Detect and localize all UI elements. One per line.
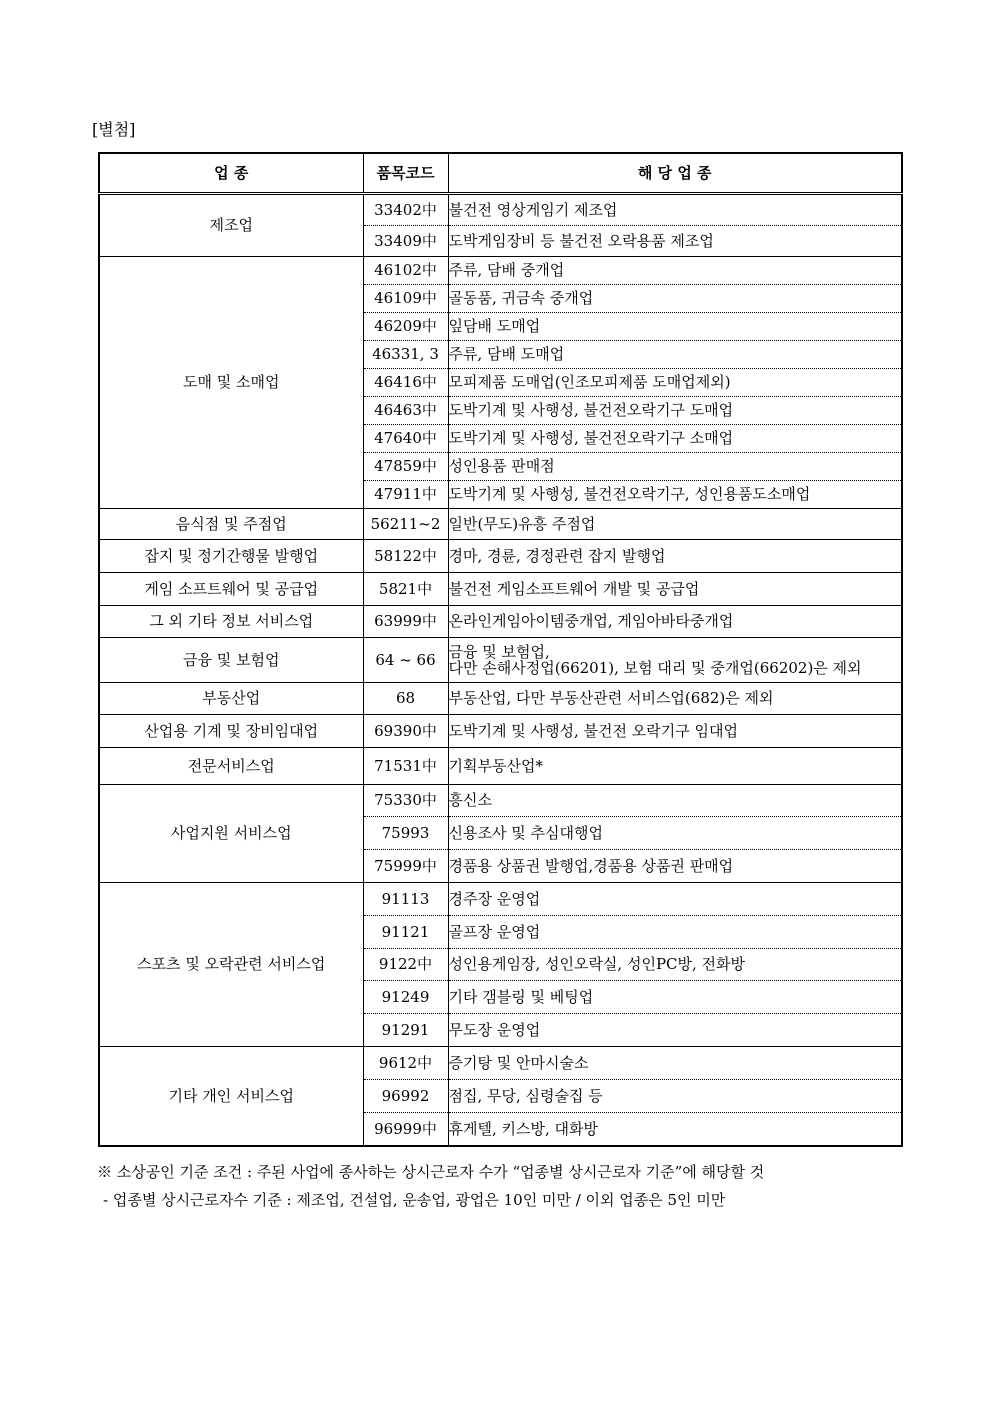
description-cell: 골동품, 귀금속 중개업 [448, 285, 902, 313]
table-row [99, 638, 902, 683]
item-code-cell: 46109中 [363, 285, 448, 313]
item-code-cell: 46102中 [363, 257, 448, 285]
item-code-cell: 9122中 [363, 949, 448, 981]
item-code-cell: 56211~2 [363, 509, 448, 540]
table-row [99, 573, 902, 606]
description-cell: 잎담배 도매업 [448, 313, 902, 341]
table-row [99, 683, 902, 715]
item-code-cell: 71531中 [363, 748, 448, 785]
description-cell: 휴게텔, 키스방, 대화방 [448, 1113, 902, 1146]
item-code-cell: 63999中 [363, 606, 448, 638]
attachment-label: [별첨] [92, 120, 136, 139]
category-cell: 그 외 기타 정보 서비스업 [99, 606, 363, 638]
description-cell: 경품용 상품권 발행업,경품용 상품권 판매업 [448, 850, 902, 883]
item-code-cell: 46331, 3 [363, 341, 448, 369]
item-code-cell: 47911中 [363, 481, 448, 509]
category-cell: 금융 및 보험업 [99, 638, 363, 683]
description-line: 다만 손해사정업(66201), 보험 대리 및 중개업(66202)은 제외 [448, 659, 862, 677]
item-code-cell: 58122中 [363, 540, 448, 573]
table-row [99, 883, 902, 916]
description-cell [448, 638, 902, 683]
category-cell: 제조업 [99, 194, 363, 257]
description-cell: 도박기계 및 사행성, 불건전오락기구 소매업 [448, 425, 902, 453]
table-row [99, 1047, 902, 1080]
table-row [99, 748, 902, 785]
category-cell: 부동산업 [99, 683, 363, 715]
description-cell: 점집, 무당, 심령술집 등 [448, 1080, 902, 1113]
description-cell: 증기탕 및 안마시술소 [448, 1047, 902, 1080]
category-cell: 음식점 및 주점업 [99, 509, 363, 540]
description-cell: 도박게임장비 등 불건전 오락용품 제조업 [448, 226, 902, 257]
item-code-cell: 96999中 [363, 1113, 448, 1146]
table-row [99, 509, 902, 540]
header-applicable-industry: 해 당 업 종 [448, 153, 902, 194]
industry-table [98, 152, 903, 1147]
description-cell: 불건전 영상게임기 제조업 [448, 194, 902, 226]
description-cell: 무도장 운영업 [448, 1014, 902, 1047]
note-criteria: - 업종별 상시근로자수 기준 : 제조업, 건설업, 운송업, 광업은 10인 미만 / 이외 업종은 5인 미만 [103, 1191, 726, 1209]
table-row [99, 606, 902, 638]
category-cell: 전문서비스업 [99, 748, 363, 785]
description-cell: 경주장 운영업 [448, 883, 902, 916]
description-cell: 신용조사 및 추심대행업 [448, 817, 902, 850]
category-cell: 도매 및 소매업 [99, 257, 363, 509]
description-cell: 골프장 운영업 [448, 916, 902, 949]
item-code-cell: 75993 [363, 817, 448, 850]
item-code-cell: 91291 [363, 1014, 448, 1047]
header-item-code: 품목코드 [363, 153, 448, 194]
description-line: 금융 및 보험업, [448, 642, 550, 661]
category-cell: 기타 개인 서비스업 [99, 1047, 363, 1146]
description-cell: 일반(무도)유흥 주점업 [448, 509, 902, 540]
table-header-row [99, 153, 902, 194]
table-row [99, 540, 902, 573]
item-code-cell: 68 [363, 683, 448, 715]
description-cell: 성인용품 판매점 [448, 453, 902, 481]
category-cell: 잡지 및 정기간행물 발행업 [99, 540, 363, 573]
item-code-cell: 91121 [363, 916, 448, 949]
table-row [99, 715, 902, 748]
description-cell: 흥신소 [448, 785, 902, 817]
description-cell: 기타 갬블링 및 베팅업 [448, 981, 902, 1014]
item-code-cell: 64 ~ 66 [363, 638, 448, 683]
item-code-cell: 91113 [363, 883, 448, 916]
item-code-cell: 75330中 [363, 785, 448, 817]
description-cell: 경마, 경륜, 경정관련 잡지 발행업 [448, 540, 902, 573]
description-cell: 주류, 담배 중개업 [448, 257, 902, 285]
table-row [99, 257, 902, 285]
category-cell: 사업지원 서비스업 [99, 785, 363, 883]
description-cell: 도박기계 및 사행성, 불건전오락기구 도매업 [448, 397, 902, 425]
description-cell: 온라인게임아이템중개업, 게임아바타중개업 [448, 606, 902, 638]
category-cell: 스포츠 및 오락관련 서비스업 [99, 883, 363, 1047]
item-code-cell: 5821中 [363, 573, 448, 606]
item-code-cell: 46463中 [363, 397, 448, 425]
category-cell: 산업용 기계 및 장비임대업 [99, 715, 363, 748]
item-code-cell: 46209中 [363, 313, 448, 341]
table-body [99, 194, 902, 1146]
item-code-cell: 96992 [363, 1080, 448, 1113]
description-cell: 불건전 게임소프트웨어 개발 및 공급업 [448, 573, 902, 606]
item-code-cell: 46416中 [363, 369, 448, 397]
description-cell: 성인용게임장, 성인오락실, 성인PC방, 전화방 [448, 949, 902, 981]
notes [97, 1158, 764, 1214]
item-code-cell: 9612中 [363, 1047, 448, 1080]
item-code-cell: 33402中 [363, 194, 448, 226]
description-cell: 도박기계 및 사행성, 불건전오락기구, 성인용품도소매업 [448, 481, 902, 509]
table-row [99, 194, 902, 226]
description-cell: 기획부동산업* [448, 748, 902, 785]
item-code-cell: 47859中 [363, 453, 448, 481]
note-condition: ※ 소상공인 기준 조건 : 주된 사업에 종사하는 상시근로자 수가 “업종별 상시근로자 기준”에 해당할 것 [97, 1163, 765, 1181]
description-cell: 도박기계 및 사행성, 불건전 오락기구 임대업 [448, 715, 902, 748]
description-cell: 주류, 담배 도매업 [448, 341, 902, 369]
item-code-cell: 75999中 [363, 850, 448, 883]
table-row [99, 785, 902, 817]
header-industry: 업 종 [99, 153, 363, 194]
description-cell: 부동산업, 다만 부동산관련 서비스업(682)은 제외 [448, 683, 902, 715]
item-code-cell: 69390中 [363, 715, 448, 748]
item-code-cell: 33409中 [363, 226, 448, 257]
description-cell: 모피제품 도매업(인조모피제품 도매업제외) [448, 369, 902, 397]
item-code-cell: 47640中 [363, 425, 448, 453]
item-code-cell: 91249 [363, 981, 448, 1014]
category-cell: 게임 소프트웨어 및 공급업 [99, 573, 363, 606]
